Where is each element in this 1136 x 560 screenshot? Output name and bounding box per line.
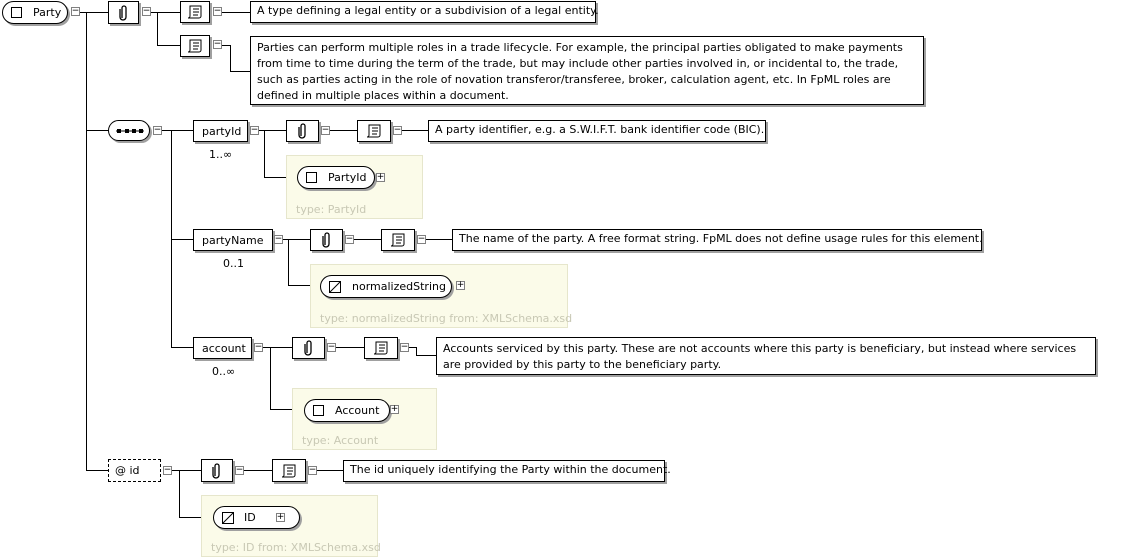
collapse-toggle[interactable]: −	[213, 39, 222, 49]
partyname-description: The name of the party. A free format string. FpML does not define usage rules for this element.	[452, 229, 982, 251]
documentation-node[interactable]	[364, 337, 398, 359]
partyname-type-name: normalizedString	[352, 280, 446, 293]
documentation-node[interactable]	[357, 120, 391, 142]
collapse-toggle[interactable]: −	[400, 342, 409, 352]
complex-type-icon	[11, 7, 22, 18]
attribute-id-node[interactable]	[108, 459, 161, 482]
account-type-name: Account	[335, 404, 380, 417]
annotation-node[interactable]	[201, 459, 233, 482]
scroll-icon	[372, 340, 390, 356]
collapse-toggle[interactable]: −	[163, 465, 172, 475]
partyname-type-box	[310, 264, 573, 328]
element-partyid-label: partyId	[202, 124, 242, 138]
collapse-toggle[interactable]: −	[308, 465, 317, 475]
collapse-toggle[interactable]: −	[235, 465, 244, 475]
attribute-id-type-box	[201, 495, 381, 557]
expand-toggle[interactable]: +	[390, 404, 399, 414]
element-partyname-label: partyName	[202, 233, 264, 247]
partyid-type-name: PartyId	[328, 171, 367, 184]
attribute-id-type-name: ID	[244, 511, 256, 524]
collapse-toggle[interactable]: −	[254, 342, 263, 352]
expand-toggle[interactable]: +	[276, 512, 285, 522]
annotation-node[interactable]	[108, 1, 139, 24]
root-description: A type defining a legal entity or a subdivision of a legal entity.	[250, 1, 596, 23]
partyname-type-label: type: normalizedString from: XMLSchema.xsd	[320, 312, 573, 325]
element-account[interactable]	[193, 337, 252, 359]
root-party-node[interactable]	[2, 1, 68, 24]
collapse-toggle[interactable]: −	[250, 125, 259, 135]
scroll-icon	[186, 4, 204, 20]
account-type-label: type: Account	[302, 434, 379, 447]
expand-toggle[interactable]: +	[376, 172, 385, 182]
paperclip-icon	[321, 231, 333, 249]
annotation-node[interactable]	[286, 120, 319, 142]
paperclip-icon	[303, 339, 315, 357]
sequence-icon	[115, 126, 145, 136]
triangle-corner-icon	[222, 512, 234, 524]
annotation-node[interactable]	[310, 229, 343, 251]
element-partyname[interactable]	[193, 229, 273, 251]
triangle-corner-icon	[329, 281, 341, 293]
paperclip-icon	[297, 122, 309, 140]
expand-toggle[interactable]: +	[456, 280, 465, 290]
root-party-label: Party	[33, 6, 62, 19]
annotation-node[interactable]	[292, 337, 325, 359]
scroll-icon	[186, 38, 204, 54]
partyid-type-box	[286, 155, 423, 219]
collapse-toggle[interactable]: −	[213, 6, 222, 16]
collapse-toggle[interactable]: −	[327, 342, 336, 352]
paperclip-icon	[118, 4, 130, 22]
collapse-toggle[interactable]: −	[393, 125, 402, 135]
documentation-node[interactable]	[272, 459, 306, 482]
collapse-toggle[interactable]: −	[345, 234, 354, 244]
cardinality-label: 0..∞	[212, 365, 236, 378]
account-type-node[interactable]	[304, 399, 390, 422]
collapse-toggle[interactable]: −	[142, 6, 151, 16]
documentation-node[interactable]	[180, 35, 210, 57]
sequence-node[interactable]	[108, 120, 150, 141]
account-description: Accounts serviced by this party. These are not accounts where this party is beneficiary, but instead where services are provided by this party to the beneficiary party.	[436, 337, 1096, 375]
attribute-id-label: @ id	[115, 464, 140, 477]
attribute-id-type-node[interactable]	[213, 506, 300, 529]
complex-type-icon	[313, 405, 324, 416]
scroll-icon	[389, 232, 407, 248]
partyname-type-node[interactable]	[320, 275, 452, 298]
partyid-type-label: type: PartyId	[296, 203, 367, 216]
complex-type-icon	[306, 172, 317, 183]
cardinality-label: 0..1	[223, 257, 244, 270]
collapse-toggle[interactable]: −	[71, 6, 80, 16]
account-type-box	[292, 388, 437, 450]
scroll-icon	[280, 463, 298, 479]
element-partyid[interactable]	[193, 120, 248, 142]
element-account-label: account	[202, 341, 246, 355]
attribute-id-type-label: type: ID from: XMLSchema.xsd	[211, 541, 381, 554]
collapse-toggle[interactable]: −	[274, 234, 283, 244]
partyid-description: A party identifier, e.g. a S.W.I.F.T. bank identifier code (BIC).	[428, 120, 766, 142]
paperclip-icon	[211, 462, 223, 480]
collapse-toggle[interactable]: −	[417, 234, 426, 244]
partyid-type-node[interactable]	[297, 166, 375, 189]
documentation-node[interactable]	[180, 1, 210, 23]
documentation-node[interactable]	[381, 229, 415, 251]
collapse-toggle[interactable]: −	[153, 125, 162, 135]
scroll-icon	[365, 123, 383, 139]
cardinality-label: 1..∞	[209, 148, 233, 161]
attribute-id-description: The id uniquely identifying the Party within the document.	[343, 460, 665, 482]
root-documentation-text: Parties can perform multiple roles in a trade lifecycle. For example, the principal parties obligated to make payments from time to time during the term of the trade, but may include other parties involved in, or incidental to, the trade, such as parties acting in the role of novation transferor/transferee, broker, calculation agent, etc. In FpML roles are defined in multiple places within a document.	[250, 36, 924, 105]
collapse-toggle[interactable]: −	[321, 125, 330, 135]
